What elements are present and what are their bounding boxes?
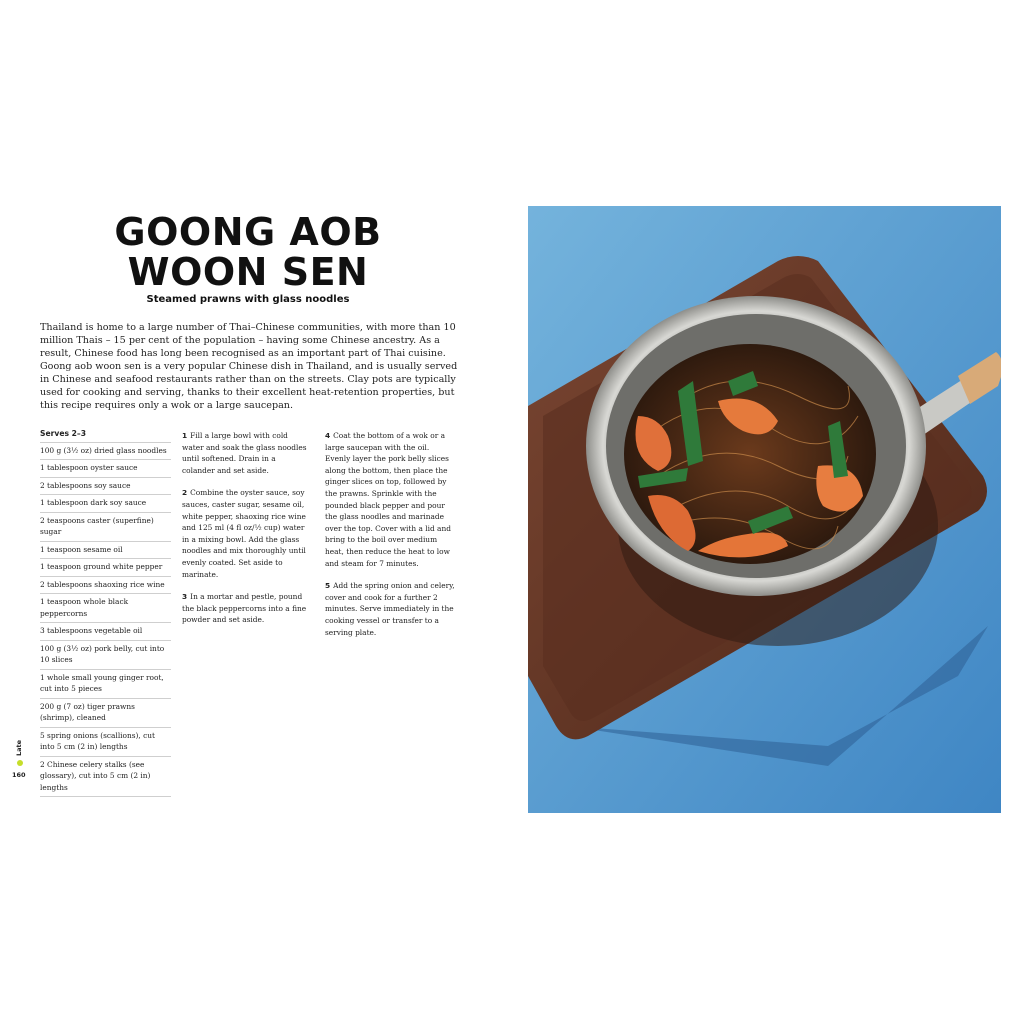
step-text: Add the spring onion and celery, cover and cook for a further 2 minutes. Serve immediately in the cooking vessel or transfer to a serving plate. xyxy=(325,581,455,637)
ingredient-item: 5 spring onions (scallions), cut into 5 cm (2 in) lengths xyxy=(40,728,171,757)
page-number: 160 xyxy=(12,771,26,779)
method-step xyxy=(182,430,310,476)
ingredient-item: 1 tablespoon dark soy sauce xyxy=(40,495,171,513)
ingredient-item: 100 g (3½ oz) pork belly, cut into 10 slices xyxy=(40,641,171,670)
step-number: 2 xyxy=(182,488,188,498)
dish-photo-illustration xyxy=(528,206,1001,813)
ingredient-item: 200 g (7 oz) tiger prawns (shrimp), cleaned xyxy=(40,699,171,728)
recipe-intro: Thailand is home to a large number of Thai–Chinese communities, with more than 10 million Thais – 15 per cent of the population – having some Chinese ancestry. As a result, Chinese food has long been recognised as an important part of Thai cuisine. Goong aob woon sen is a very popular Chinese dish in Thailand, and is usually served in Chinese and seafood restaurants rather than on the streets. Clay pots are typically used for cooking and serving, thanks to their excellent heat-retention properties, but this recipe requires only a wok or a large saucepan. xyxy=(40,322,458,411)
ingredient-item: 1 tablespoon oyster sauce xyxy=(40,460,171,478)
ingredient-item: 2 tablespoons shaoxing rice wine xyxy=(40,577,171,595)
step-number: 3 xyxy=(182,592,188,602)
recipe-title-line1: GOONG AOB xyxy=(114,210,382,254)
ingredient-item: 1 teaspoon sesame oil xyxy=(40,542,171,560)
ingredient-item: 2 tablespoons soy sauce xyxy=(40,478,171,496)
step-text: Coat the bottom of a wok or a large saucepan with the oil. Evenly layer the pork belly slices along the bottom, then place the ginger slices on top, followed by the prawns. Sprinkle with the pounded black pepper and pour the glass noodles and marinade over the top. Cover with a lid and bring to the boil over medium heat, then reduce the heat to low and steam for 7 minutes. xyxy=(325,431,451,568)
ingredient-item: 1 teaspoon whole black peppercorns xyxy=(40,594,171,623)
step-text: Combine the oyster sauce, soy sauces, caster sugar, sesame oil, white pepper, shaoxing rice wine and 125 ml (4 fl oz/½ cup) water in a mixing bowl. Add the glass noodles and mix thoroughly until evenly coated. Set aside to marinate. xyxy=(182,488,306,579)
dish-photo xyxy=(528,206,1001,813)
recipe-subtitle: Steamed prawns with glass noodles xyxy=(146,294,350,305)
step-text: Fill a large bowl with cold water and soak the glass noodles until softened. Drain in a colander and set aside. xyxy=(182,431,307,475)
ingredient-item: 1 teaspoon ground white pepper xyxy=(40,559,171,577)
step-number: 1 xyxy=(182,431,188,440)
serves-label: Serves 2–3 xyxy=(40,428,171,443)
ingredient-item: 2 Chinese celery stalks (see glossary), cut into 5 cm (2 in) lengths xyxy=(40,757,171,798)
method-step xyxy=(182,487,310,580)
method-step xyxy=(182,591,310,626)
method-column-1 xyxy=(182,430,310,637)
ingredient-item: 3 tablespoons vegetable oil xyxy=(40,623,171,641)
ingredient-item: 2 teaspoons caster (superfine) sugar xyxy=(40,513,171,542)
ingredient-item: 100 g (3½ oz) dried glass noodles xyxy=(40,443,171,461)
step-number: 4 xyxy=(325,431,331,440)
section-dot-icon xyxy=(17,760,23,766)
method-step xyxy=(325,430,455,569)
recipe-title xyxy=(40,212,456,292)
ingredient-item: 1 whole small young ginger root, cut into 5 pieces xyxy=(40,670,171,699)
method-step xyxy=(325,580,455,638)
step-text: In a mortar and pestle, pound the black peppercorns into a fine powder and set aside. xyxy=(182,592,307,625)
method-column-2 xyxy=(325,430,455,649)
recipe-title-line2: WOON SEN xyxy=(127,250,369,294)
section-label-text: Late xyxy=(15,739,23,756)
step-number: 5 xyxy=(325,581,331,591)
ingredients-list xyxy=(40,428,171,797)
